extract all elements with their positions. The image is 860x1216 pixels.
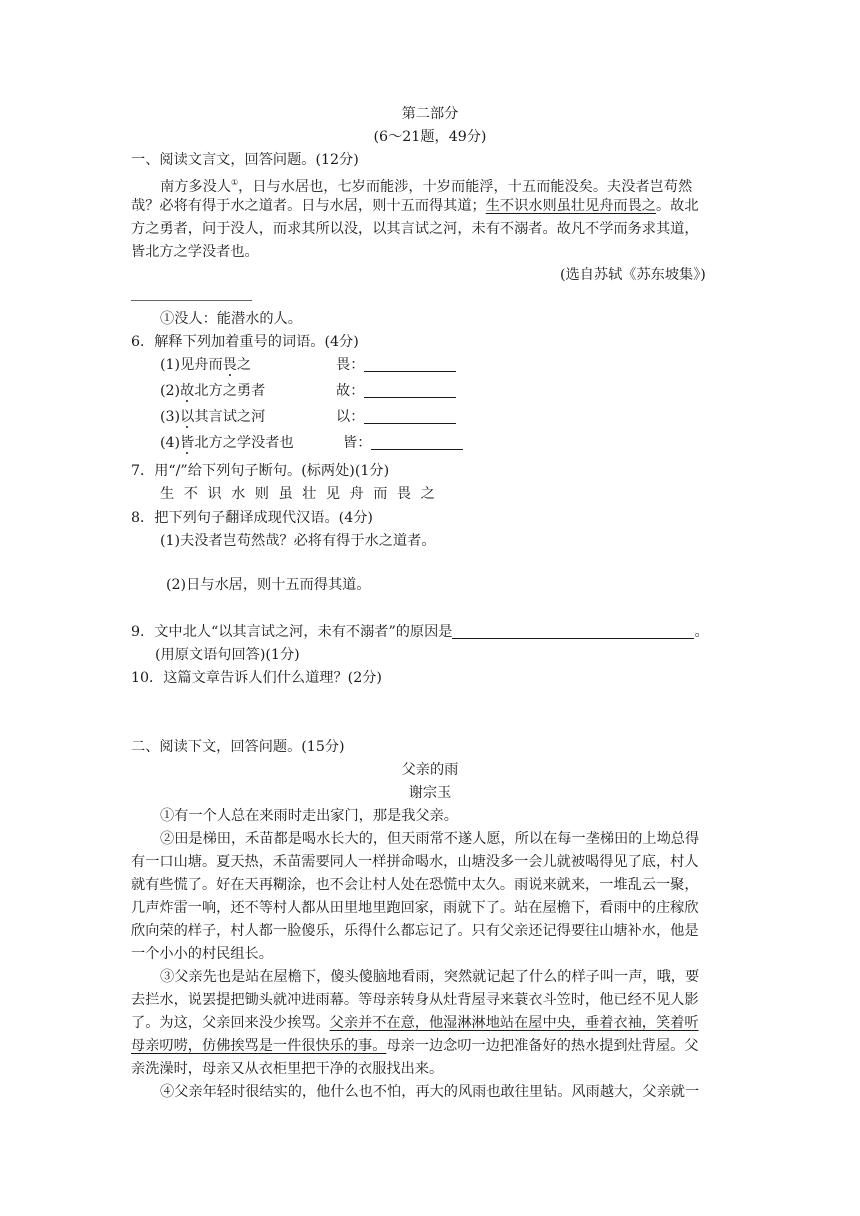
section1-heading: 一、阅读文言文，回答问题。(12分): [131, 152, 359, 168]
classical-text-line-4: 皆北方之学没者也。: [131, 244, 259, 260]
answer-blank[interactable]: [452, 623, 694, 639]
article-author: 谢宗玉: [408, 785, 452, 801]
article-line: [131, 1012, 699, 1034]
item-text: (3): [160, 409, 181, 425]
article-line: 有一口山塘。夏天热，禾苗需要同人一样拼命喝水，山塘没多一会儿就被喝得见了底，村人: [131, 854, 699, 870]
answer-blank[interactable]: [364, 356, 456, 372]
q6-answer-4: [343, 432, 463, 454]
text-segment: 哉？必将有得于水之道者。日与水居，则十五而得其道；: [131, 198, 486, 214]
article-line: [131, 1035, 699, 1057]
question-8-sentence-2: (2)日与水居，则十五而得其道。: [166, 577, 371, 593]
underlined-sentence: 母亲叨唠，仿佛挨骂是一件很快乐的事。: [131, 1038, 387, 1054]
question-8-title: 8．把下列句子翻译成现代汉语。(4分): [131, 510, 373, 526]
underlined-sentence: 生不识水则虽壮见舟而畏之: [485, 198, 656, 214]
item-text: (4): [160, 435, 181, 451]
q6-answer-2: [336, 380, 456, 402]
question-7-sentence: 生不识水则虽壮见舟而畏之: [160, 486, 445, 502]
underlined-sentence: 父亲并不在意，他湿淋淋地站在屋中央，垂着衣袖，笑着听: [329, 1015, 699, 1031]
text-segment: 。故北: [655, 198, 699, 214]
article-line: 一个小小的村民组长。: [131, 946, 273, 962]
question-9-line-2: (用原文语句回答)(1分): [155, 647, 300, 663]
q6-answer-1: [336, 354, 456, 376]
footnote-divider: [131, 300, 252, 301]
q6-item-2: [160, 380, 265, 402]
emphasized-character: 以: [180, 409, 195, 425]
question-8-sentence-1: (1)夫没者岂苟然哉？必将有得于水之道者。: [160, 533, 436, 549]
answer-label: 以：: [336, 409, 365, 425]
text-segment: ，日与水居也，七岁而能涉，十岁而能浮，十五而能没矣。夫没者岂苟然: [238, 179, 693, 195]
article-line: 欣向荣的样子，村人都一脸傻乐，乐得什么都忘记了。只有父亲还记得要往山塘补水，他是: [131, 923, 699, 939]
article-line: 几声炸雷一响，还不等村人都从田里地里跑回家，雨就下了。站在屋檐下，看雨中的庄稼欣: [131, 900, 699, 916]
answer-label: 故：: [336, 383, 365, 399]
item-text: 北方之学没者也: [194, 435, 294, 451]
classical-text-line-3: 方之勇者，问于没人，而求其所以没，以其言试之河，未有不溺者。故凡不学而务求其道，: [131, 221, 699, 237]
emphasized-character: 故: [180, 383, 195, 399]
article-line: 亲洗澡时，母亲又从衣柜里把干净的衣服找出来。: [131, 1061, 444, 1077]
answer-blank[interactable]: [364, 408, 456, 424]
item-text: (2): [160, 383, 181, 399]
item-text: 北方之勇者: [194, 383, 266, 399]
question-text: 。: [694, 624, 709, 640]
text-segment: 南方多没人: [160, 179, 231, 195]
answer-blank[interactable]: [364, 382, 456, 398]
article-line: ①有一个人总在来雨时走出家门，那是我父亲。: [160, 808, 458, 824]
classical-text-line-2: [131, 195, 699, 217]
footnote: ①没人：能潜水的人。: [160, 311, 302, 327]
q6-answer-3: [336, 406, 456, 428]
article-line: ③父亲先也是站在屋檐下，傻头傻脑地看雨，突然就记起了什么的样子叫一声，哦，要: [160, 969, 700, 985]
answer-label: 畏：: [336, 357, 365, 373]
question-7-title: 7．用“/”给下列句子断句。(标两处)(1分): [131, 463, 390, 479]
question-text: 9．文中北人“以其言试之河，未有不溺者”的原因是: [131, 624, 453, 640]
article-line: 去拦水，说罢提把锄头就冲进雨幕。等母亲转身从灶背屋寻来蓑衣斗笠时，他已经不见人影: [131, 992, 699, 1008]
article-line: ④父亲年轻时很结实的，他什么也不怕，再大的风雨也敢往里钻。风雨越大，父亲就一: [160, 1084, 700, 1100]
answer-blank[interactable]: [371, 434, 463, 450]
q6-item-4: [160, 432, 294, 454]
emphasized-character: 畏: [222, 357, 237, 373]
text-segment: 母亲一边念叨一边把准备好的热水提到灶背屋。父: [386, 1038, 699, 1054]
part-range: (6～21题，49分): [373, 129, 487, 145]
item-text: 之: [236, 357, 252, 373]
footnote-mark: ①: [230, 178, 239, 187]
item-text: (1)见舟而: [160, 357, 223, 373]
article-line: 就有些慌了。好在天再糊涂，也不会让村人处在恐慌中太久。雨说来就来，一堆乱云一聚，: [131, 877, 699, 893]
article-title: 父亲的雨: [401, 762, 459, 778]
source-citation: (选自苏轼《苏东坡集》): [560, 267, 706, 283]
section2-heading: 二、阅读下文，回答问题。(15分): [131, 739, 345, 755]
question-6-title: 6．解释下列加着重号的词语。(4分): [131, 334, 359, 350]
part-title: 第二部分: [401, 106, 459, 122]
answer-label: 皆：: [343, 435, 372, 451]
item-text: 其言试之河: [194, 409, 266, 425]
question-10-title: 10．这篇文章告诉人们什么道理？(2分): [131, 670, 382, 686]
emphasized-character: 皆: [180, 435, 195, 451]
q6-item-1: [160, 354, 251, 376]
question-9-line-1: [131, 621, 709, 643]
article-line: ②田是梯田，禾苗都是喝水长大的，但天雨常不遂人愿，所以在每一垄梯田的上坳总得: [160, 831, 700, 847]
q6-item-3: [160, 406, 265, 428]
text-segment: 了。为这，父亲回来没少挨骂。: [131, 1015, 330, 1031]
